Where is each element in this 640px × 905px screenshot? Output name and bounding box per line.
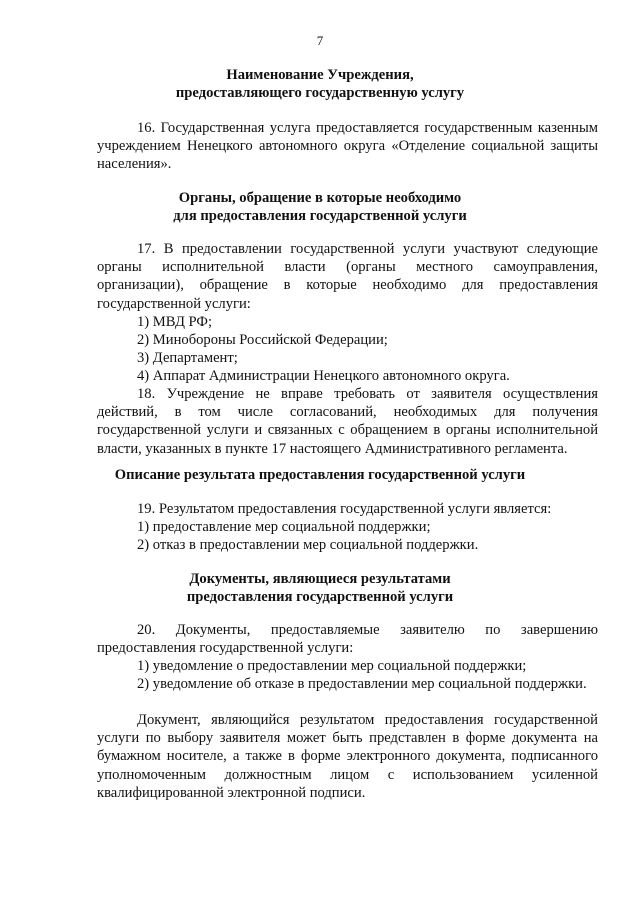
heading-line: для предоставления государственной услуги: [173, 208, 467, 224]
heading-line: предоставления государственной услуги: [186, 589, 454, 605]
list-item: 4) Аппарат Администрации Ненецкого автономного округа.: [137, 368, 510, 384]
heading-line: Наименование Учреждения,: [226, 67, 414, 83]
list-item: 2) уведомление об отказе в предоставлении мер социальной поддержки.: [137, 676, 587, 692]
heading-line: предоставляющего государственную услугу: [175, 85, 465, 101]
list-item: 1) уведомление о предоставлении мер социальной поддержки;: [137, 658, 527, 674]
list-item: 2) отказ в предоставлении мер социальной поддержки.: [137, 537, 479, 553]
section-heading-documents: [0, 570, 640, 606]
paragraph-20: 20. Документы, предоставляемые заявителю по завершению предоставления государственной услуги:: [97, 622, 598, 657]
list-item: 3) Департамент;: [137, 350, 238, 366]
section-heading-institution: [0, 66, 640, 102]
paragraph-19: 19. Результатом предоставления государственной услуги является:: [137, 501, 552, 517]
list-item: 1) предоставление мер социальной поддержки;: [137, 519, 431, 535]
page-number: 7: [316, 33, 324, 48]
paragraph-result-document: Документ, являющийся результатом предоставления государственной услуги по выбору заявителя может быть представлен в форме документа на бумажном носителе, а также в форме электронного документа, подписанного уполномоченным должностным лицом с использованием усиленной квалифицированной электронной подписи.: [97, 712, 598, 801]
section-heading-result: [0, 466, 640, 484]
paragraph-17: 17. В предоставлении государственной услуги участвуют следующие органы исполнительной власти (органы местного самоуправления, организации), обращение в которые необходимо для предоставления государственной услуги:: [97, 241, 598, 312]
list-item: 1) МВД РФ;: [137, 314, 213, 330]
heading-line: Описание результата предоставления государственной услуги: [114, 467, 526, 483]
paragraph-18: 18. Учреждение не вправе требовать от заявителя осуществления действий, в том числе согласований, необходимых для получения государственной услуги и связанных с обращением в органы исполнительной власти, указанных в пункте 17 настоящего Административного регламента.: [97, 386, 598, 457]
list-item: 2) Минобороны Российской Федерации;: [137, 332, 388, 348]
section-heading-bodies: [0, 189, 640, 225]
heading-line: Органы, обращение в которые необходимо: [178, 190, 462, 206]
heading-line: Документы, являющиеся результатами: [189, 571, 451, 587]
paragraph-16: 16. Государственная услуга предоставляется государственным казенным учреждением Ненецкого автономного округа «Отделение социальной защиты населения».: [97, 120, 598, 173]
